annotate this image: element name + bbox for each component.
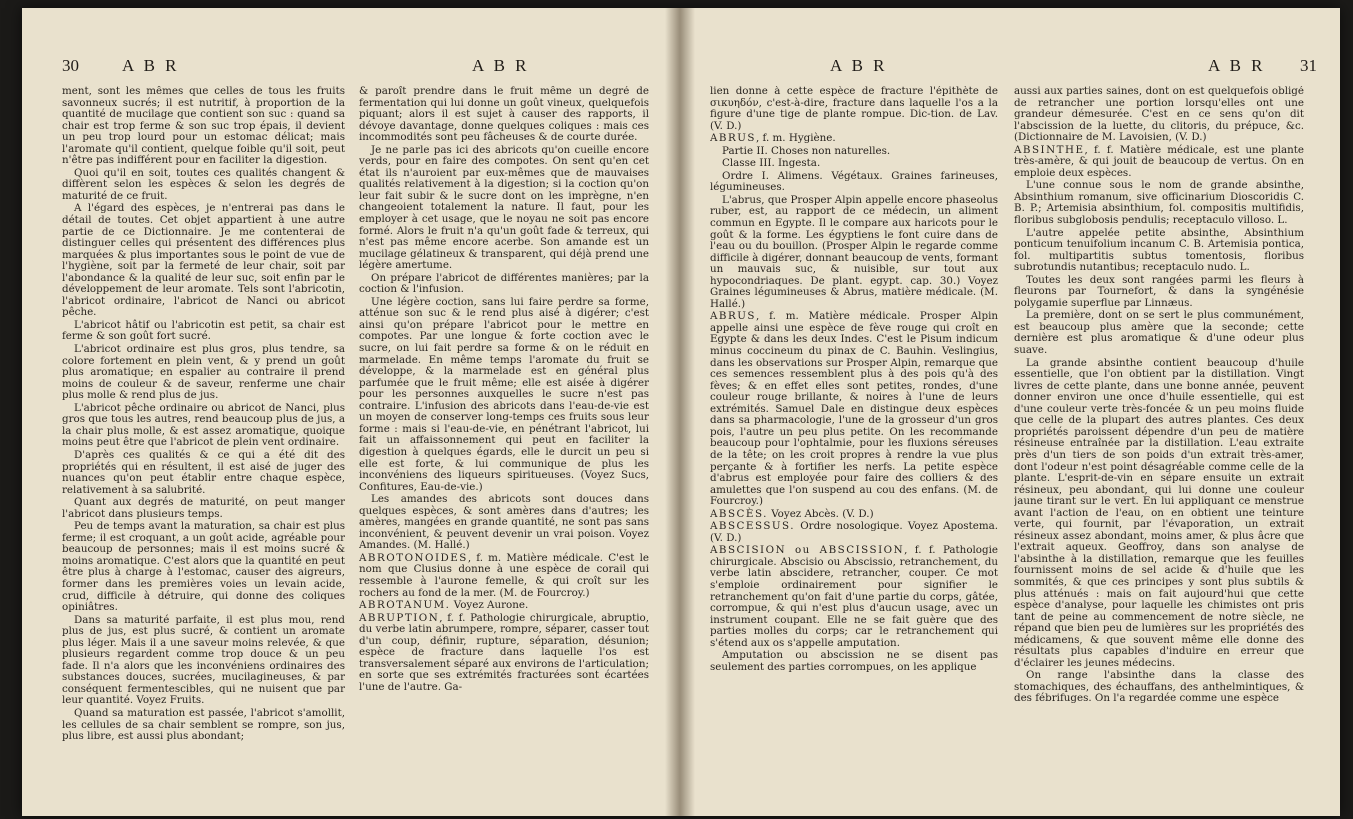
- entry-headword: ABROTONOIDES: [359, 551, 468, 564]
- running-head: A B R: [472, 56, 530, 75]
- running-head: A B R: [1208, 56, 1266, 75]
- paragraph: Amputation ou abscission ne se disent pas seulement des parties corrompues, on les applique: [710, 649, 998, 673]
- dictionary-entry: [359, 553, 649, 599]
- entry-headword: ABRUS: [710, 132, 756, 145]
- entry-headword: ABSCISION ou ABSCISSION: [710, 544, 905, 557]
- entry-text: , f. f. Pathologie chirurgicale, abruptio, du verbe latin abrumpere, rompre, séparer, casser tout d'un coup, définir, rupture, séparation, désunion; espèce de fracture dans laquelle l'os est transversalement séparé aux environs de l'articulation; en sorte que ses extrémités fracturées sont écartées l'une de l'autre. Ga-: [359, 611, 649, 693]
- paragraph: On range l'absinthe dans la classe des stomachiques, des échauffans, des anthelmintiques, & des fébrifuges. On l'a regardée comme une espèce: [1014, 669, 1304, 705]
- paragraph: Dans sa maturité parfaite, il est plus mou, rend plus de jus, est plus sucré, & contient un aromate plus léger. Mais il a une saveur moins relevée, & que plusieurs regardent comme trop douce & un peu fade. Il n'a alors que les inconvéniens ordinaires des substances douces, sucrées, mucilagineuses, & par conséquent fermentescibles, qui ne nuisent que par leur quantité. Voyez Fruits.: [62, 613, 345, 707]
- entry-headword: ABROTANUM.: [359, 599, 451, 612]
- dictionary-entry: [710, 133, 998, 145]
- paragraph: ment, sont les mêmes que celles de tous les fruits savonneux sucrés; il est nutritif, à proportion de la quantité de mucilage que contient son suc : quand sa chair est trop ferme & son suc trop épais, il devient un peu trop lourd pour un estomac délicat; mais l'aromate qu'il contient, quelque foible qu'il soit, peut n'être pas indifférent pour en faciliter la digestion.: [62, 86, 345, 167]
- text-column-left: [62, 86, 345, 802]
- dictionary-entry: [710, 509, 998, 521]
- entry-text: , f. m. Matière médicale. C'est le nom que Clusius donne à une espèce de corail qui ressemble à l'aurone femelle, & qui croît sur les rochers au fond de la mer. (M. de Fourcroy.): [359, 551, 649, 599]
- text-column-right: [1014, 86, 1304, 802]
- paragraph: Peu de temps avant la maturation, sa chair est plus ferme; il est croquant, a un goût acide, agréable pour beaucoup de personnes; mais il est moins sucré & moins aromatique. C'est alors que la quantité en peut être plus à charge à l'estomac, causer des aigreurs, former dans les premières voies un levain acide, crud, difficile à détruire, qui donne des coliques opiniâtres.: [62, 520, 345, 614]
- dictionary-entry: [710, 311, 998, 507]
- paragraph: Partie II. Choses non naturelles.: [722, 144, 891, 157]
- entry-text: , f. m. Hygiène.: [756, 132, 836, 145]
- dictionary-entry: [359, 600, 649, 612]
- entry-headword: ABSCESSUS.: [710, 520, 796, 533]
- paragraph: L'abricot hâtif ou l'abricotin est petit, sa chair est ferme & son goût fort sucré.: [62, 318, 345, 343]
- dictionary-entry: [1014, 145, 1304, 180]
- paragraph: & paroît prendre dans le fruit même un degré de fermentation qui lui donne un goût vineux, quelquefois piquant; alors il est sujet à causer des rapports, il dévoye davantage, donne quelques coliques : mais ces incommodités sont peu fâcheuses & de courte durée.: [359, 86, 649, 144]
- right-page: [680, 8, 1340, 816]
- paragraph: La première, dont on se sert le plus communément, est beaucoup plus amère que la seconde; cette dernière est plus aromatique & d'une odeur plus suave.: [1014, 309, 1304, 357]
- paragraph: L'autre appelée petite absinthe, Absinthium ponticum tenuifolium incanum C. B. Artemisia pontica, fol. multipartitis subtus tomentosis, floribus subrotundis nutantibus; receptaculo nudo. L.: [1014, 226, 1304, 274]
- paragraph: D'après ces qualités & ce qui a été dit des propriétés qui en résultent, il est aisé de juger des nuances qu'on peut établir entre chaque espèce, relativement à sa salubrité.: [62, 448, 345, 496]
- dictionary-entry: [710, 545, 998, 649]
- entry-text: Voyez Abcès. (V. D.): [767, 507, 874, 520]
- paragraph: Quand sa maturation est passée, l'abricot s'amollit, les cellules de sa chair semblent se rompre, son jus, plus libre, est aussi plus abondant;: [62, 706, 345, 743]
- paragraph: aussi aux parties saines, dont on est quelquefois obligé de retrancher une portion lorsqu'elles ont une grandeur démesurée. C'est en ce sens qu'on dit l'abscission de la luette, du clitoris, du prépuce, &c. (Dictionnaire de M. Lavoisien, (V. D.): [1014, 86, 1304, 144]
- paragraph: Une légère coction, sans lui faire perdre sa forme, atténue son suc & le rend plus aisé à digérer; c'est ainsi qu'on prépare l'abricot pour le mettre en compotes. Par une longue & forte coction avec le sucre, on lui fait perdre sa forme & on le réduit en marmelade. En même temps l'aromate du fruit se développe, & la marmelade est en général plus parfumée que le fruit même; elle est aisée à digérer pour les personnes auxquelles le sucre n'est pas contraire. L'infusion des abricots dans l'eau-de-vie est un moyen de conserver long-temps ces fruits sous leur forme : mais si l'eau-de-vie, en pénétrant l'abricot, lui fait un affaissonnement qui peut en faciliter la digestion à quelques égards, elle le durcit un peu si elle est forte, & lui communique de plus les inconvéniens des liqueurs spiritueuses. (Voyez Sucs, Confitures, Eau-de-vie.): [359, 295, 649, 493]
- text-column-right: [359, 86, 649, 802]
- paragraph: L'abricot pêche ordinaire ou abricot de Nanci, plus gros que tous les autres, rend beaucoup plus de jus, a la chair plus molle, & est assez aromatique, quoique moins peut être que l'abricot de plein vent ordinaire.: [62, 401, 345, 449]
- text-column-left: [710, 86, 998, 802]
- entry-headword: ABSINTHE: [1014, 143, 1085, 156]
- paragraph: On prépare l'abricot de différentes manières; par la coction & l'infusion.: [359, 271, 649, 296]
- paragraph: L'abricot ordinaire est plus gros, plus tendre, sa colore fortement en plein vent, & y prend un goût plus aromatique; en espalier au contraire il prend moins de couleur & de saveur, renferme une chair plus molle & rend plus de jus.: [62, 343, 345, 402]
- page-number: 31: [1300, 56, 1317, 75]
- paragraph: Je ne parle pas ici des abricots qu'on cueille encore verds, pour en faire des compotes. On sent qu'en cet état ils n'auroient par eux-mêmes que de mauvaises qualités relativement à la digestion; si la coction qu'on leur fait subir & le sucre dont on les imprègne, n'en changeoient totalement la nature. Il faut, pour les employer à cet usage, que le noyau ne soit pas encore formé. Alors le fruit n'a qu'un goût fade & terreux, qui n'est pas même encore acerbe. Son amande est un mucilage gélatineux & transparent, qui déjà prend une légère amertume.: [359, 143, 649, 272]
- paragraph: Quant aux degrés de maturité, on peut manger l'abricot dans plusieurs temps.: [62, 496, 345, 520]
- paragraph: L'abrus, que Prosper Alpin appelle encore phaseolus ruber, est, au rapport de ce médecin, un aliment commun en Egypte. Il le compare aux haricots pour le goût & la forme. Les égyptiens le font cuire dans de l'eau ou du bouillon. (Prosper Alpin le regarde comme difficile à digérer, donnant beaucoup de vents, formant un mauvais suc, & nuisible, sur tout aux hypocondriaques. De plant. egypt. cap. 30.) Voyez Graines légumineuses & Abrus, matière médicale. (M. Hallé.): [710, 193, 998, 310]
- paragraph: La grande absinthe contient beaucoup d'huile essentielle, que l'on obtient par la distillation. Vingt livres de cette plante, dans une bonne année, peuvent donner environ une once d'huile essentielle, qui est d'une couleur verte très-foncée & un peu moins fluide que celle de la plupart des autres plantes. Ces deux propriétés paroissent dépendre d'un peu de matière résineuse entraînée par la distillation. L'eau extraite près d'un tiers de son poids d'un extrait très-amer, dont l'odeur n'est point désagréable comme celle de la plante. L'esprit-de-vin en sépare ensuite un extrait résineux, peu abondant, qui lui donne une couleur jaune tirant sur le vert. En lui appliquant ce menstrue avant l'action de l'eau, on en obtient une teinture verte, qui fournit, par l'évaporation, un extrait résineux assez abondant, moins amer, & plus âcre que l'extrait aqueux. Geoffroy, dans son analyse de l'absinthe à la distillation, remarque que les feuilles fournissent moins de sel acide & d'huile que les sommités, & que ces principes y sont plus subtils & plus atténués : mais on fait aujourd'hui que cette espèce d'analyse, pour laquelle les chimistes ont pris tant de peine au commencement de notre siècle, ne répand que bien peu de lumières sur les propriétés des médicamens, & que souvent même elle donne des résultats plus capables d'induire en erreur que d'éclairer les jeunes médecins.: [1014, 356, 1304, 669]
- entry-text: Voyez Aurone.: [450, 599, 529, 612]
- paragraph: Toutes les deux sont rangées parmi les fleurs à fleurons par Tournefort, & dans la syngénésie polygamie superflue par Linnæus.: [1014, 273, 1304, 309]
- entry-text: , f. f. Matière médicale, est une plante très-amère, & qui jouit de beaucoup de vertus. On en emploie deux espèces.: [1014, 143, 1304, 179]
- page-number: 30: [62, 56, 79, 75]
- paragraph: lien donne à cette espèce de fracture l'épithète de σικυηδόν, c'est-à-dire, fracture dans laquelle l'os a la figure d'une tige de plante rompue. Dic-tion. de Lav. (V. D.): [710, 86, 998, 132]
- dictionary-entry: [710, 521, 998, 544]
- left-page: [22, 8, 680, 816]
- paragraph: L'une connue sous le nom de grande absinthe, Absinthium romanum, sive officinarium Dioscoridis C. B. P.; Artemisia absinthium, fol. compositis multifidis, floribus subglobosis pendulis; receptaculo villoso. L.: [1014, 179, 1304, 227]
- dictionary-entry: [359, 613, 649, 694]
- entry-headword: ABRUPTION: [359, 611, 440, 624]
- entry-headword: ABSCÈS.: [710, 507, 768, 520]
- paragraph: Ordre I. Alimens. Végétaux. Graines farineuses, légumineuses.: [710, 169, 998, 194]
- paragraph: A l'égard des espèces, je n'entrerai pas dans le détail de toutes. Cet objet appartient à une autre partie de ce Dictionnaire. Je me contenterai de distinguer celles qui présentent des différences plus marquées & plus importantes sous le point de vue de l'hygiène, soit par la fermeté de leur chair, soit par l'abondance & la qualité de leur suc, soit enfin par le développement de leur aromate. Tels sont l'abricotin, l'abricot ordinaire, l'abricot de Nanci ou abricot pêche.: [62, 202, 345, 319]
- running-head: A B R: [830, 56, 888, 75]
- paragraph: Les amandes des abricots sont douces dans quelques espèces, & sont amères dans d'autres; les amères, mangées en grande quantité, ne sont pas sans inconvénient, & peuvent devenir un vrai poison. Voyez Amandes. (M. Hallé.): [359, 493, 649, 552]
- entry-text: Ordre nosologique. Voyez Apostema. (V. D.): [710, 520, 998, 544]
- book-spread: [22, 8, 1340, 816]
- running-head: A B R: [122, 56, 180, 75]
- entry-text: , f. m. Matière médicale. Prosper Alpin appelle ainsi une espèce de fève rouge qui croît en Egypte & dans les deux Indes. C'est le Pisum indicum minus coccineum du pinax de C. Bauhin. Veslingius, dans les observations sur Prosper Alpin, remarque que ces semences ressemblent plus à des pois qu'à des fèves; & en effet elles sont petites, rondes, d'une couleur rouge brillante, & noires à l'une de leurs extrémités. Samuel Dale en distingue deux espèces dans sa pharmacologie, l'une de la grosseur d'un gros pois, l'autre un peu plus petite. On les recommande beaucoup pour l'ophtalmie, pour les fluxions séreuses de la tête; on les croit propres à rendre la vue plus perçante & à fortifier les nerfs. La petite espèce d'abrus est employée pour faire des colliers & des amulettes que l'on suspend au cou des enfans. (M. de Fourcroy.): [710, 310, 998, 508]
- entry-headword: ABRUS: [710, 310, 756, 323]
- paragraph: Classe III. Ingesta.: [722, 157, 821, 170]
- paragraph: Quoi qu'il en soit, toutes ces qualités changent & diffèrent selon les espèces & selon les degrés de maturité de ce fruit.: [62, 166, 345, 202]
- entry-text: , f. f. Pathologie chirurgicale. Abscisio ou Abscissio, retranchement, du verbe latin abscidere, retrancher, couper. Ce mot s'emploie ordinairement pour signifier le retranchement qu'on fait d'une partie du corps, gâtée, corrompue, & qui n'est plus d'aucun usage, avec un instrument coupant. Elle ne se fait guère que des parties molles du corps; car le retranchement qui s'étend aux os s'appelle amputation.: [710, 544, 998, 649]
